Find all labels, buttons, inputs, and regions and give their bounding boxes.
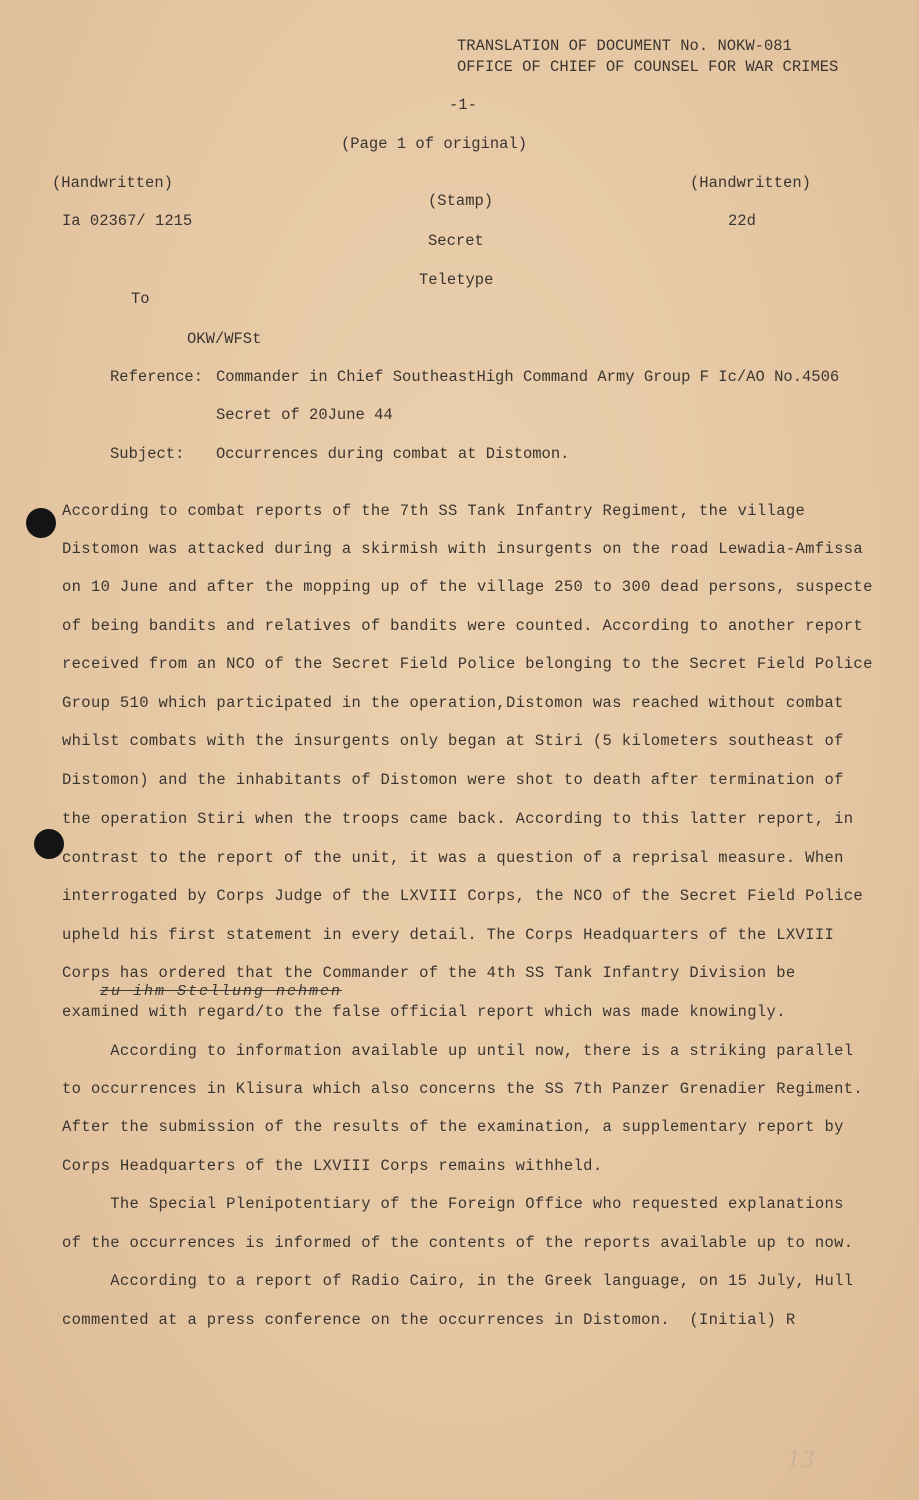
reference-label: Reference: — [110, 368, 204, 386]
body-line: Distomon was attacked during a skirmish with insurgents on the road Lewadia-Amfissa — [62, 540, 864, 558]
handwritten-right-label: (Handwritten) — [690, 174, 811, 192]
to-value: OKW/WFSt — [187, 330, 262, 348]
body-line: commented at a press conference on the occurrences in Distomon. (Initial) R — [62, 1311, 796, 1329]
to-label: To — [131, 290, 150, 308]
stamp-label: (Stamp) — [428, 192, 494, 210]
body-line: the operation Stiri when the troops came back. According to this latter report, in — [62, 810, 854, 828]
office-header: OFFICE OF CHIEF OF COUNSEL FOR WAR CRIMES — [457, 58, 839, 76]
body-line: According to combat reports of the 7th SS Tank Infantry Regiment, the village — [62, 502, 806, 520]
body-line: The Special Plenipotentiary of the Foreign Office who requested explanations — [62, 1195, 844, 1213]
body-line: of being bandits and relatives of bandits were counted. According to another report — [62, 617, 864, 635]
body-line: on 10 June and after the mopping up of the village 250 to 300 dead persons, suspecte — [62, 578, 873, 596]
body-line: to occurrences in Klisura which also concerns the SS 7th Panzer Grenadier Regiment. — [62, 1080, 864, 1098]
body-line: whilst combats with the insurgents only began at Stiri (5 kilometers southeast of — [62, 732, 844, 750]
handwritten-left-label: (Handwritten) — [52, 174, 173, 192]
body-line: According to information available up until now, there is a striking parallel — [62, 1042, 854, 1060]
struck-out-words: zu ihm Stellung nehmen — [100, 983, 343, 1000]
punch-hole-top — [26, 508, 56, 538]
body-line: Distomon) and the inhabitants of Distomon were shot to death after termination of — [62, 771, 844, 789]
body-line: After the submission of the results of the examination, a supplementary report by — [62, 1118, 844, 1136]
struck-out-text — [100, 983, 342, 1000]
stamp-value: Secret — [428, 232, 484, 250]
pencil-page-mark: 13 — [787, 1448, 815, 1473]
body-line: upheld his first statement in every detail. The Corps Headquarters of the LXVIII — [62, 926, 835, 944]
body-line: interrogated by Corps Judge of the LXVIII Corps, the NCO of the Secret Field Police — [62, 887, 864, 905]
handwritten-left-value: Ia 02367/ 1215 — [62, 212, 193, 230]
subject-label: Subject: — [110, 445, 185, 463]
page-number: -1- — [449, 96, 477, 114]
handwritten-right-value: 22d — [728, 212, 756, 230]
reference-line-2: Secret of 20June 44 — [216, 406, 393, 424]
subject-value: Occurrences during combat at Distomon. — [216, 445, 570, 463]
page-of-original: (Page 1 of original) — [341, 135, 528, 153]
body-line: According to a report of Radio Cairo, in the Greek language, on 15 July, Hull — [62, 1272, 854, 1290]
body-line: examined with regard/to the false official report which was made knowingly. — [62, 1003, 786, 1021]
body-line: received from an NCO of the Secret Field Police belonging to the Secret Field Police — [62, 655, 873, 673]
reference-line-1: Commander in Chief SoutheastHigh Command Army Group F Ic/AO No.4506 — [216, 368, 840, 386]
body-line: Corps Headquarters of the LXVIII Corps remains withheld. — [62, 1157, 603, 1175]
translation-header: TRANSLATION OF DOCUMENT No. NOKW-081 — [457, 37, 792, 55]
body-line: contrast to the report of the unit, it was a question of a reprisal measure. When — [62, 849, 844, 867]
teletype-label: Teletype — [419, 271, 494, 289]
punch-hole-middle — [34, 829, 64, 859]
body-line: Corps has ordered that the Commander of the 4th SS Tank Infantry Division be — [62, 964, 796, 982]
body-line: Group 510 which participated in the operation,Distomon was reached without combat — [62, 694, 844, 712]
body-line: of the occurrences is informed of the contents of the reports available up to now. — [62, 1234, 854, 1252]
